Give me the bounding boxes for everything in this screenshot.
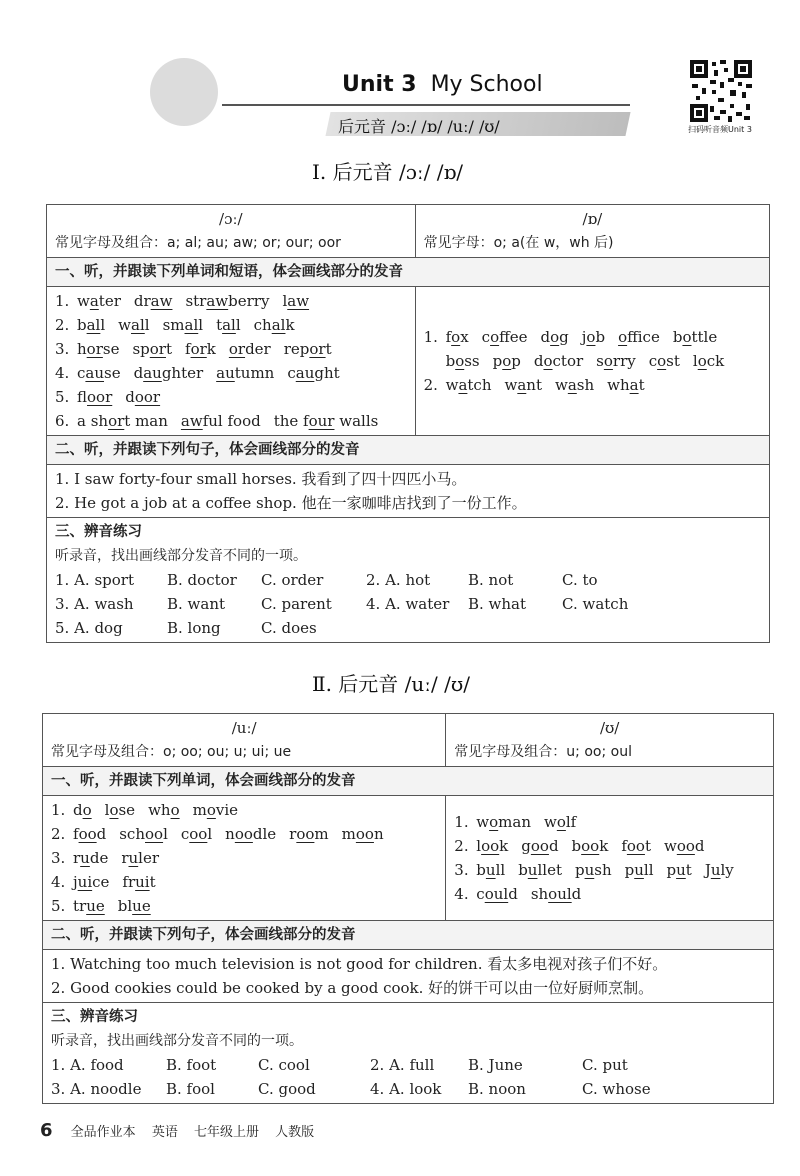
- exercise-option: B. fool: [166, 1080, 215, 1098]
- underlined-letters: aw: [287, 292, 310, 310]
- word-line: [424, 349, 761, 373]
- word-line: [454, 882, 765, 906]
- exercise-option: B. noon: [468, 1080, 526, 1098]
- word-line: [51, 822, 437, 846]
- word: fruit: [122, 873, 156, 891]
- underlined-letters: o: [170, 801, 180, 819]
- word: foot: [621, 837, 651, 855]
- underlined-letters: oo: [145, 825, 164, 843]
- word-line: [454, 834, 765, 858]
- exercise-instruction: 听录音，找出画线部分发音不同的一项。: [55, 548, 307, 564]
- exercise-option: 2. A. hot: [366, 571, 431, 589]
- word: order: [228, 340, 271, 358]
- word: cool: [180, 825, 213, 843]
- word: caught: [287, 364, 340, 382]
- word: good: [521, 837, 559, 855]
- underlined-letters: au: [295, 364, 315, 382]
- underlined-letters: our: [308, 412, 335, 430]
- word: school: [119, 825, 168, 843]
- exercise-option: B. what: [468, 595, 527, 613]
- word: wall: [118, 316, 150, 334]
- word: a short man: [77, 412, 168, 430]
- word: lose: [104, 801, 136, 819]
- sentence: 2. He got a job at a coffee shop. 他在一家咖啡店找到了一份工作。: [55, 494, 527, 512]
- word-line: [55, 385, 407, 409]
- exercise-option: B. foot: [166, 1056, 217, 1074]
- word-line: [454, 810, 765, 834]
- underlined-letters: o: [206, 801, 216, 819]
- word-line: [424, 373, 761, 397]
- exercise-option: 4. A. look: [370, 1080, 442, 1098]
- word: who: [148, 801, 180, 819]
- underlined-letters: o: [82, 801, 92, 819]
- word-line: [51, 846, 437, 870]
- line-number: 4.: [454, 885, 469, 903]
- letter-combinations: 常见字母及组合：o; oo; ou; u; ui; ue: [51, 744, 292, 760]
- exercise-option: [366, 616, 468, 640]
- section-2-right-head: [446, 714, 774, 767]
- exercise-option: B. June: [468, 1056, 523, 1074]
- underlined-letters: ui: [135, 873, 150, 891]
- line-number: 6.: [55, 412, 70, 430]
- unit-title: [342, 72, 543, 97]
- header-decoration-circle: [150, 58, 218, 126]
- word-line: [55, 313, 407, 337]
- exercise-option: C. good: [258, 1080, 316, 1098]
- exercise-option: [562, 616, 662, 640]
- section-1-right-head: [415, 205, 769, 258]
- word-line: [55, 409, 407, 433]
- exercise-option: C. cool: [258, 1056, 310, 1074]
- word-line: [55, 289, 407, 313]
- underlined-letters: or: [149, 340, 166, 358]
- word-line: [51, 894, 437, 918]
- word: pull: [624, 861, 654, 879]
- word: watch: [445, 376, 492, 394]
- exercise-grid: [51, 1053, 765, 1101]
- sentence: 1. Watching too much television is not good for children. 看太多电视对孩子们不好。: [51, 955, 668, 973]
- underlined-letters: au: [85, 364, 105, 382]
- sentence: 2. Good cookies could be cooked by a good cook. 好的饼干可以由一位好厨师烹制。: [51, 979, 654, 997]
- word-line: [424, 325, 761, 349]
- word: noodle: [225, 825, 277, 843]
- exercise-option: B. not: [468, 571, 514, 589]
- word: room: [289, 825, 329, 843]
- underlined-letters: o: [603, 352, 613, 370]
- underlined-letters: al: [271, 316, 286, 334]
- word: floor: [77, 388, 113, 406]
- exercise-heading: 三、辨音练习: [51, 1009, 138, 1025]
- underlined-letters: au: [216, 364, 235, 382]
- sentences-heading: 二、听，并跟读下列句子，体会画线部分的发音: [43, 921, 774, 950]
- line-number: 3.: [55, 340, 70, 358]
- exercise-option: C. does: [261, 619, 317, 637]
- underlined-letters: aw: [206, 292, 229, 310]
- underlined-letters: oo: [296, 825, 315, 843]
- header-rule: [222, 104, 630, 106]
- underlined-letters: ue: [86, 897, 105, 915]
- phoneme-symbol: /ɔː/: [219, 210, 243, 228]
- word: water: [77, 292, 121, 310]
- underlined-letters: al: [86, 316, 101, 334]
- underlined-letters: oor: [87, 388, 113, 406]
- underlined-letters: o: [543, 352, 553, 370]
- word: report: [283, 340, 332, 358]
- exercise-option: C. put: [582, 1056, 628, 1074]
- word: ruler: [121, 849, 160, 867]
- word-line: [454, 858, 765, 882]
- word-line: [51, 798, 437, 822]
- exercise-option: C. order: [261, 571, 324, 589]
- underlined-letters: al: [184, 316, 199, 334]
- exercise-option: B. want: [167, 595, 226, 613]
- exercise-option: B. long: [167, 619, 221, 637]
- line-number: 2.: [51, 825, 66, 843]
- book-name: 全品作业本: [70, 1125, 136, 1140]
- word: law: [282, 292, 310, 310]
- word-line: [51, 870, 437, 894]
- exercise-option: 1. A. food: [51, 1056, 124, 1074]
- underlined-letters: aw: [180, 412, 203, 430]
- underlined-letters: o: [556, 813, 566, 831]
- underlined-letters: o: [682, 328, 692, 346]
- underlined-letters: o: [109, 801, 119, 819]
- word: cause: [77, 364, 121, 382]
- word-list-right: [446, 796, 774, 921]
- underlined-letters: o: [502, 352, 512, 370]
- underlined-letters: a: [517, 376, 527, 394]
- line-number: 2.: [454, 837, 469, 855]
- underlined-letters: a: [458, 376, 468, 394]
- underlined-letters: o: [586, 328, 596, 346]
- line-number: 3.: [51, 849, 66, 867]
- qr-caption: 扫码听音频Unit 3: [688, 125, 752, 134]
- underlined-letters: o: [489, 813, 499, 831]
- exercise-option: C. parent: [261, 595, 332, 613]
- word: look: [476, 837, 509, 855]
- line-number: 1.: [55, 292, 70, 310]
- exercise-option: B. doctor: [167, 571, 237, 589]
- underlined-letters: u: [80, 849, 90, 867]
- underlined-letters: o: [550, 328, 560, 346]
- word-line: [55, 337, 407, 361]
- section-2-left-head: [43, 714, 446, 767]
- exercise-option: 4. A. water: [366, 595, 450, 613]
- line-number: 2.: [423, 376, 438, 394]
- underlined-letters: ue: [132, 897, 151, 915]
- word: what: [607, 376, 645, 394]
- sentence-list: [43, 950, 774, 1003]
- underlined-letters: or: [86, 340, 103, 358]
- word: coffee: [481, 328, 528, 346]
- underlined-letters: u: [128, 849, 139, 867]
- word: put: [666, 861, 692, 879]
- word: do: [73, 801, 92, 819]
- word-line: [55, 361, 407, 385]
- word: job: [581, 328, 606, 346]
- underlined-letters: o: [657, 352, 667, 370]
- line-number: 2.: [55, 316, 70, 334]
- underlined-letters: o: [618, 328, 628, 346]
- letter-combinations: 常见字母：o; a(在 w，wh 后): [423, 235, 614, 251]
- subject: 英语: [151, 1125, 178, 1140]
- line-number: 4.: [51, 873, 66, 891]
- line-number: 1.: [423, 328, 438, 346]
- word: office: [618, 328, 660, 346]
- underlined-letters: o: [455, 352, 465, 370]
- underlined-letters: al: [131, 316, 145, 334]
- section-1-table: [46, 204, 770, 643]
- line-number: 3.: [454, 861, 469, 879]
- word: the four walls: [273, 412, 379, 430]
- underlined-letters: o: [697, 352, 707, 370]
- word: push: [574, 861, 612, 879]
- underlined-letters: u: [527, 861, 538, 879]
- word: book: [571, 837, 609, 855]
- line-number: 5.: [55, 388, 70, 406]
- word-list-left: [43, 796, 446, 921]
- word: sorry: [596, 352, 636, 370]
- exercise-row: [51, 1077, 765, 1101]
- word: movie: [192, 801, 239, 819]
- line-number: 5.: [51, 897, 66, 915]
- underlined-letters: ui: [77, 873, 93, 891]
- phoneme-symbol: /uː/: [231, 719, 257, 737]
- exercise-option: C. whose: [582, 1080, 651, 1098]
- underlined-letters: o: [490, 328, 500, 346]
- word: fork: [185, 340, 216, 358]
- exercise-row: [55, 592, 761, 616]
- word: want: [504, 376, 542, 394]
- line-number: 1.: [51, 801, 66, 819]
- word: could: [476, 885, 518, 903]
- word: tall: [216, 316, 241, 334]
- page-footer: [40, 1120, 326, 1141]
- underlined-letters: oo: [355, 825, 374, 843]
- word: horse: [77, 340, 120, 358]
- word: sport: [132, 340, 172, 358]
- underlined-letters: al: [222, 316, 236, 334]
- exercise-row: [55, 568, 761, 592]
- exercise-instruction: 听录音，找出画线部分发音不同的一项。: [51, 1033, 303, 1049]
- underlined-letters: or: [190, 340, 207, 358]
- word: dog: [540, 328, 569, 346]
- section-1-left-head: [47, 205, 416, 258]
- underlined-letters: or: [228, 340, 246, 358]
- word: should: [530, 885, 582, 903]
- underlined-letters: oo: [530, 837, 549, 855]
- page-number: 6: [40, 1120, 53, 1141]
- underlined-letters: u: [634, 861, 644, 879]
- word: bottle: [672, 328, 718, 346]
- underlined-letters: a: [629, 376, 639, 394]
- word: wolf: [544, 813, 577, 831]
- underlined-letters: a: [567, 376, 577, 394]
- word: fox: [445, 328, 469, 346]
- underlined-letters: oo: [626, 837, 645, 855]
- underlined-letters: oo: [676, 837, 695, 855]
- exercise-heading: 三、辨音练习: [55, 524, 142, 540]
- underlined-letters: u: [676, 861, 686, 879]
- word-list-left: [47, 287, 416, 436]
- word: juice: [73, 873, 110, 891]
- phoneme-symbol: /ɒ/: [582, 210, 603, 228]
- unit-subtitle: 后元音 /ɔː/ /ɒ/ /uː/ /ʊ/: [338, 117, 500, 136]
- underlined-letters: oor: [134, 388, 161, 406]
- underlined-letters: u: [485, 861, 496, 879]
- underlined-letters: au: [143, 364, 162, 382]
- word: awful food: [180, 412, 261, 430]
- exercise-option: 5. A. dog: [55, 619, 123, 637]
- underlined-letters: u: [584, 861, 595, 879]
- word: strawberry: [185, 292, 270, 310]
- word: rude: [73, 849, 109, 867]
- section-2-table: [42, 713, 774, 1104]
- sentences-heading: 二、听，并跟读下列句子，体会画线部分的发音: [47, 436, 770, 465]
- underlined-letters: aw: [150, 292, 173, 310]
- qr-code-icon[interactable]: [690, 60, 752, 122]
- line-number: 1.: [454, 813, 469, 831]
- edition: 人教版: [275, 1125, 315, 1140]
- underlined-letters: oul: [548, 885, 572, 903]
- word: doctor: [533, 352, 584, 370]
- underlined-letters: oo: [581, 837, 600, 855]
- exercise-block: [47, 518, 770, 643]
- exercise-block: [43, 1003, 774, 1104]
- word: wash: [554, 376, 595, 394]
- word: door: [125, 388, 161, 406]
- phoneme-symbol: /ʊ/: [599, 719, 620, 737]
- line-number: 4.: [55, 364, 70, 382]
- word: autumn: [216, 364, 275, 382]
- underlined-letters: oo: [189, 825, 208, 843]
- sentence: 1. I saw forty-four small horses. 我看到了四十四匹小马。: [55, 470, 467, 488]
- word-list-right: [415, 287, 769, 436]
- word: ball: [77, 316, 106, 334]
- sentence-list: [47, 465, 770, 518]
- exercise-option: 2. A. full: [370, 1056, 435, 1074]
- underlined-letters: oul: [484, 885, 509, 903]
- section-2-title: Ⅱ. 后元音 /uː/ /ʊ/: [312, 672, 470, 696]
- word: food: [73, 825, 107, 843]
- words-heading: 一、听，并跟读下列单词，体会画线部分的发音: [43, 767, 774, 796]
- word: chalk: [253, 316, 295, 334]
- exercise-grid: [55, 568, 761, 640]
- underlined-letters: oo: [481, 837, 500, 855]
- grade: 七年级上册: [193, 1125, 259, 1140]
- exercise-option: 1. A. sport: [55, 571, 134, 589]
- underlined-letters: u: [710, 861, 721, 879]
- unit-number: Unit 3: [342, 72, 417, 97]
- exercise-row: [51, 1053, 765, 1077]
- word: cost: [648, 352, 680, 370]
- underlined-letters: a: [89, 292, 99, 310]
- letter-combinations: 常见字母及组合：u; oo; oul: [454, 744, 632, 760]
- word: pop: [492, 352, 521, 370]
- word: bullet: [518, 861, 562, 879]
- unit-name: My School: [430, 72, 543, 97]
- exercise-row: [55, 616, 761, 640]
- underlined-letters: oo: [78, 825, 97, 843]
- exercise-option: 3. A. noodle: [51, 1080, 142, 1098]
- underlined-letters: or: [108, 412, 125, 430]
- exercise-option: 3. A. wash: [55, 595, 134, 613]
- underlined-letters: o: [451, 328, 461, 346]
- word: small: [162, 316, 204, 334]
- exercise-option: C. watch: [562, 595, 629, 613]
- word: daughter: [133, 364, 204, 382]
- word: moon: [341, 825, 384, 843]
- underlined-letters: oo: [234, 825, 253, 843]
- underlined-letters: or: [309, 340, 326, 358]
- word: lock: [692, 352, 725, 370]
- exercise-option: C. to: [562, 571, 598, 589]
- word: woman: [476, 813, 531, 831]
- word: boss: [445, 352, 480, 370]
- letter-combinations: 常见字母及组合：a; al; au; aw; or; our; oor: [55, 235, 341, 251]
- section-1-title: Ⅰ. 后元音 /ɔː/ /ɒ/: [312, 160, 464, 184]
- word: draw: [133, 292, 173, 310]
- word: wood: [663, 837, 705, 855]
- word: blue: [117, 897, 151, 915]
- word: July: [704, 861, 734, 879]
- words-heading: 一、听，并跟读下列单词和短语，体会画线部分的发音: [47, 258, 770, 287]
- word: true: [73, 897, 105, 915]
- exercise-option: [468, 616, 562, 640]
- word: bull: [476, 861, 506, 879]
